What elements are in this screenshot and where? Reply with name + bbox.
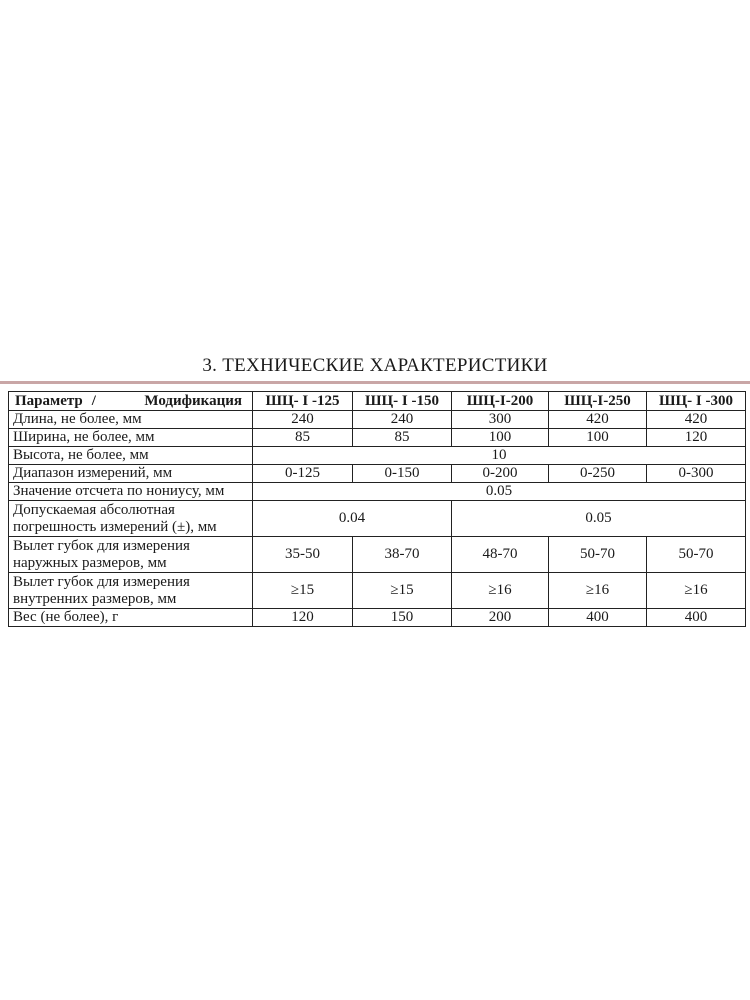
table-cell: 420	[549, 411, 647, 429]
row-label-line: наружных размеров, мм	[13, 554, 167, 571]
header-separator: /	[91, 392, 96, 409]
table-cell: 100	[549, 429, 647, 447]
merged-cell: 10	[253, 447, 746, 465]
model-header-200: ШЦ-I-200	[452, 392, 549, 411]
table-cell: 100	[452, 429, 549, 447]
table-cell: 85	[253, 429, 353, 447]
table-cell: 0-300	[647, 465, 746, 483]
table-cell: 0-150	[353, 465, 452, 483]
param-header-label: Параметр	[15, 392, 83, 409]
row-label-line: внутренних размеров, мм	[13, 590, 177, 607]
table-cell: 300	[452, 411, 549, 429]
table-cell: ≥16	[647, 573, 746, 609]
table-cell: 120	[647, 429, 746, 447]
table-cell: 240	[353, 411, 452, 429]
section-title: 3. ТЕХНИЧЕСКИЕ ХАРАКТЕРИСТИКИ	[202, 355, 548, 376]
table-cell: 50-70	[647, 537, 746, 573]
table-row-error	[9, 501, 746, 537]
table-row-height	[9, 447, 746, 465]
table-cell: 50-70	[549, 537, 647, 573]
table-cell: 48-70	[452, 537, 549, 573]
table-cell: ≥15	[353, 573, 452, 609]
table-cell: 420	[647, 411, 746, 429]
table-cell: 38-70	[353, 537, 452, 573]
modification-header-label: Модификация	[144, 392, 242, 409]
row-label-line: Вылет губок для измерения	[13, 573, 190, 590]
table-row-outer-jaws	[9, 537, 746, 573]
table-cell: 0-250	[549, 465, 647, 483]
table-row-inner-jaws	[9, 573, 746, 609]
row-label-line: Допускаемая абсолютная	[13, 501, 175, 518]
table-cell: ≥16	[452, 573, 549, 609]
specifications-table	[8, 391, 746, 627]
model-header-250: ШЦ-I-250	[549, 392, 647, 411]
row-label	[9, 573, 253, 609]
table-cell: 0-125	[253, 465, 353, 483]
table-row-width	[9, 429, 746, 447]
table-row-vernier	[9, 483, 746, 501]
row-label: Длина, не более, мм	[9, 411, 253, 429]
table-row-range	[9, 465, 746, 483]
row-label: Диапазон измерений, мм	[9, 465, 253, 483]
row-label: Ширина, не более, мм	[9, 429, 253, 447]
row-label: Высота, не более, мм	[9, 447, 253, 465]
table-header-row	[9, 392, 746, 411]
table-cell: 35-50	[253, 537, 353, 573]
table-cell: 150	[353, 609, 452, 627]
merged-cell: 0.05	[253, 483, 746, 501]
table-cell: 85	[353, 429, 452, 447]
merged-cell: 0.05	[452, 501, 746, 537]
title-divider	[0, 381, 750, 384]
merged-cell: 0.04	[253, 501, 452, 537]
param-modification-header	[9, 392, 253, 411]
table-cell: ≥16	[549, 573, 647, 609]
table-row-weight	[9, 609, 746, 627]
model-header-300: ШЦ- I -300	[647, 392, 746, 411]
table-cell: 240	[253, 411, 353, 429]
row-label-line: Вылет губок для измерения	[13, 537, 190, 554]
table-cell: 400	[647, 609, 746, 627]
row-label-line: погрешность измерений (±), мм	[13, 518, 217, 535]
table-cell: 200	[452, 609, 549, 627]
table-cell: 120	[253, 609, 353, 627]
row-label: Вес (не более), г	[9, 609, 253, 627]
model-header-125: ШЦ- I -125	[253, 392, 353, 411]
table-row-length	[9, 411, 746, 429]
row-label	[9, 501, 253, 537]
row-label: Значение отсчета по нониусу, мм	[9, 483, 253, 501]
table-cell: 400	[549, 609, 647, 627]
row-label	[9, 537, 253, 573]
model-header-150: ШЦ- I -150	[353, 392, 452, 411]
table-cell: ≥15	[253, 573, 353, 609]
table-cell: 0-200	[452, 465, 549, 483]
